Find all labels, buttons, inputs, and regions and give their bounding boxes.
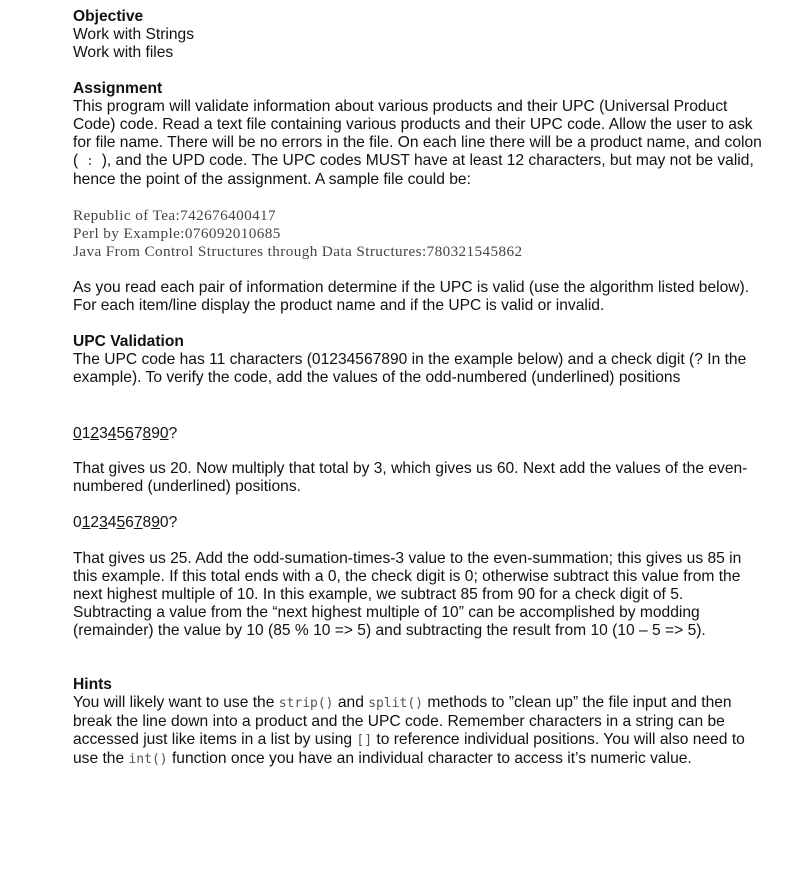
assignment-text: ), and the UPD code. The UPC codes MUST have at least 12 characters, but may not be valid, hence the point of the assignment. A sample file could be: bbox=[73, 152, 754, 188]
hints-text: methods to ”clean up” the file input and then break the line down into a product and the UPC code. Remember characters in a string can be accessed just like items in a list by using bbox=[73, 694, 732, 748]
digit: 7 bbox=[133, 425, 143, 442]
code-int: int() bbox=[128, 752, 168, 767]
odd-result bbox=[73, 460, 763, 496]
upc-example-odd bbox=[73, 425, 763, 443]
validation-heading: UPC Validation bbox=[73, 333, 184, 350]
objective-heading: Objective bbox=[73, 8, 144, 25]
sample-line: Java From Control Structures through Data Structures:780321545862 bbox=[73, 243, 523, 260]
hints-heading: Hints bbox=[73, 676, 112, 693]
sample-line: Republic of Tea:742676400417 bbox=[73, 207, 277, 224]
code-split: split() bbox=[368, 696, 423, 711]
digit: 1 bbox=[81, 514, 91, 531]
digit: 8 bbox=[142, 425, 152, 442]
code-brackets: [] bbox=[356, 733, 373, 748]
digit: 1 bbox=[81, 425, 91, 442]
digit: 6 bbox=[125, 425, 134, 442]
assignment-section bbox=[73, 80, 763, 189]
code-strip: strip() bbox=[278, 696, 334, 711]
even-result bbox=[73, 550, 763, 640]
hints-section bbox=[73, 676, 763, 769]
objective-item: Work with files bbox=[73, 44, 174, 61]
even-result-text: That gives us 25. Add the odd-sumation-times-3 value to the even-summation; this gives us 85 in this example. If this total ends with a 0, the check digit is 0; otherwise subtract this value from the next highest multiple of 10. In this example, we subtract 85 from 90 for a check digit of 5. Subtracting a value from the “next highest multiple of 10” can be accomplished by modding (remainder) the value by 10 (85 % 10 => 5) and subtracting the result from 10 (10 – 5 => 5). bbox=[73, 550, 742, 639]
digit: 8 bbox=[142, 514, 152, 531]
digit: 2 bbox=[90, 514, 100, 531]
sample-file bbox=[73, 207, 763, 261]
digit: 0 bbox=[73, 514, 82, 531]
digit: 3 bbox=[99, 514, 108, 531]
digit: 4 bbox=[107, 425, 117, 442]
digit: 4 bbox=[107, 514, 117, 531]
odd-result-text: That gives us 20. Now multiply that total by 3, which gives us 60. Next add the values of the even-numbered (underlined) positions. bbox=[73, 460, 748, 495]
digit: 9 bbox=[151, 514, 160, 531]
objective-item: Work with Strings bbox=[73, 26, 195, 43]
hints-text: and bbox=[333, 694, 369, 711]
validation-section bbox=[73, 333, 763, 387]
digit: 7 bbox=[133, 514, 143, 531]
assignment-followup bbox=[73, 279, 763, 315]
colon-symbol: : bbox=[78, 154, 102, 169]
objective-section bbox=[73, 8, 763, 62]
assignment-paragraph bbox=[73, 98, 763, 189]
hints-text: to reference individual positions. You will also need to use the bbox=[73, 731, 745, 767]
digit: 6 bbox=[125, 514, 134, 531]
digit: 5 bbox=[116, 425, 126, 442]
digit: 0 bbox=[159, 425, 169, 442]
digit: 0 bbox=[159, 514, 169, 531]
assignment-heading: Assignment bbox=[73, 80, 163, 97]
digit: 2 bbox=[90, 425, 100, 442]
validation-intro: The UPC code has 11 characters (01234567890 in the example below) and a check digit (? In the example). To verify the code, add the values of the odd-numbered (underlined) positions bbox=[73, 351, 747, 386]
assignment-after-text: As you read each pair of information determine if the UPC is valid (use the algorithm listed below). For each item/line display the product name and if the UPC is valid or invalid. bbox=[73, 279, 750, 314]
hints-text: You will likely want to use the bbox=[73, 694, 279, 711]
upc-example-even bbox=[73, 514, 763, 532]
digit: ? bbox=[168, 425, 178, 442]
digit: 9 bbox=[151, 425, 160, 442]
digit: 5 bbox=[116, 514, 126, 531]
digit: 3 bbox=[99, 425, 108, 442]
digit: ? bbox=[168, 514, 178, 531]
sample-line: Perl by Example:076092010685 bbox=[73, 225, 281, 242]
hints-text: function once you have an individual character to access it’s numeric value. bbox=[167, 750, 692, 767]
digit: 0 bbox=[73, 425, 82, 442]
hints-paragraph bbox=[73, 694, 763, 769]
assignment-text: This program will validate information about various products and their UPC (Universal Product Code) code. Read a text file containing various products and their UPC code. Allow the user to ask for file name. There will be no errors in the file. On each line there will be a product name, and colon ( bbox=[73, 98, 762, 169]
